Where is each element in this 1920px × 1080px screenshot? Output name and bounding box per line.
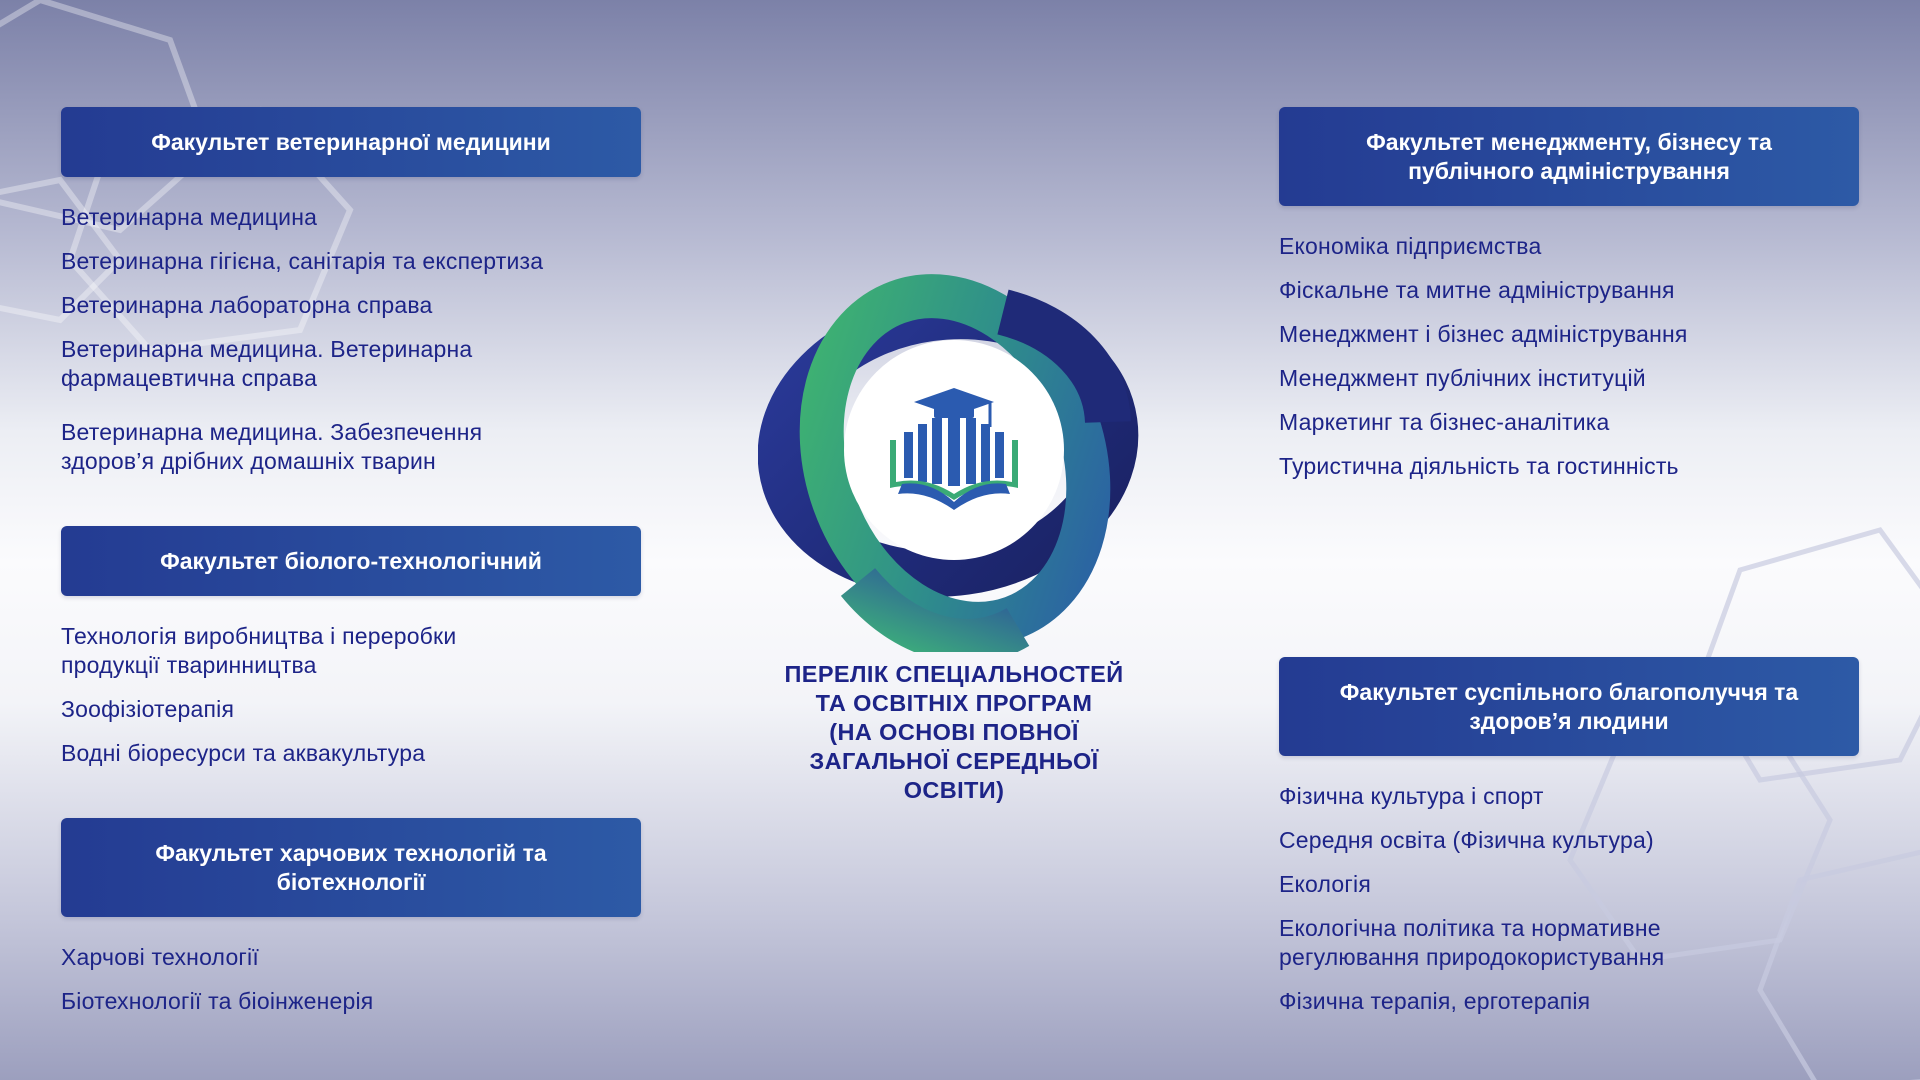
program-item[interactable]: Фіскальне та митне адміністрування [1279,277,1675,303]
faculty-header-food[interactable] [61,818,641,917]
program-item[interactable]: Ветеринарна гігієна, санітарія та експертиза [61,248,544,274]
faculty-title-line: біотехнології [276,868,426,895]
program-item[interactable]: Технологія виробництва і переробки продукції тваринництва [61,623,457,678]
program-item[interactable]: Ветеринарна медицина. Ветеринарна фармацевтична справа [61,336,473,391]
center-title-line: ОСВІТИ) [903,777,1005,803]
program-item[interactable]: Зоофізіотерапія [61,696,235,722]
logo-rings [758,262,1148,652]
program-item[interactable]: Харчові технології [61,944,259,970]
program-item[interactable]: Економіка підприємства [1279,233,1542,259]
program-item[interactable]: Менеджмент і бізнес адміністрування [1279,321,1688,347]
program-item[interactable]: Фізична культура і спорт [1279,783,1544,809]
program-item[interactable]: Екологічна політика та нормативне регулювання природокористування [1279,915,1665,970]
center-title [740,660,1168,805]
center-title-line: ТА ОСВІТНІХ ПРОГРАМ [815,690,1093,716]
faculty-title-line: здоров’я людини [1469,707,1669,734]
faculty-header-vet[interactable] [61,107,641,177]
faculty-title: Факультет ветеринарної медицини [151,128,551,155]
faculty-header-mgmt[interactable] [1279,107,1859,206]
faculty-title-line: Факультет менеджменту, бізнесу та [1366,128,1772,155]
program-item[interactable]: Водні біоресурси та аквакультура [61,740,426,766]
program-item[interactable]: Ветеринарна лабораторна справа [61,292,433,318]
program-item[interactable]: Ветеринарна медицина [61,204,318,230]
program-item[interactable]: Середня освіта (Фізична культура) [1279,827,1654,853]
program-item[interactable]: Біотехнології та біоінженерія [61,988,374,1014]
faculty-title-line: Факультет суспільного благополуччя та [1339,678,1799,705]
center-title-line: ЗАГАЛЬНОЇ СЕРЕДНЬОЇ [809,748,1099,774]
center-title-line: ПЕРЕЛІК СПЕЦІАЛЬНОСТЕЙ [784,661,1124,687]
faculty-header-welfare[interactable] [1279,657,1859,756]
center-title-line: (НА ОСНОВІ ПОВНОЇ [829,719,1079,745]
program-item[interactable]: Маркетинг та бізнес-аналітика [1279,409,1610,435]
program-item[interactable]: Фізична терапія, ерготерапія [1279,988,1591,1014]
program-item[interactable]: Туристична діяльність та гостинність [1279,453,1679,479]
program-item[interactable]: Екологія [1279,871,1371,897]
faculty-header-bio[interactable] [61,526,641,596]
program-item[interactable]: Ветеринарна медицина. Забезпечення здоров’я дрібних домашніх тварин [61,419,483,474]
faculty-title: Факультет біолого-технологічний [160,547,542,574]
program-item[interactable]: Менеджмент публічних інституцій [1279,365,1646,391]
faculty-title-line: публічного адміністрування [1408,157,1730,184]
faculty-title-line: Факультет харчових технологій та [155,839,547,866]
